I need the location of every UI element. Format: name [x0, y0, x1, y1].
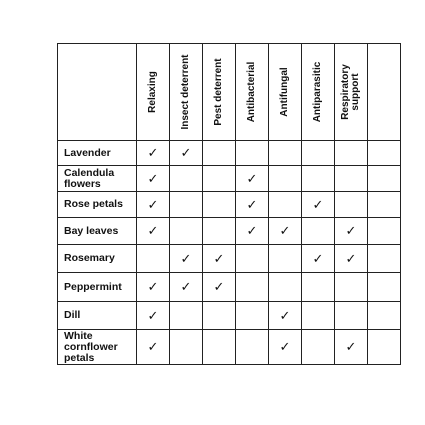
- check-mark-cell: ✓: [170, 141, 203, 166]
- empty-cell: [236, 330, 269, 365]
- herb-name: White cornflower petals: [58, 330, 137, 365]
- col-header-antiparasitic: [302, 44, 335, 141]
- table-row: [58, 302, 401, 330]
- empty-cell: [302, 218, 335, 245]
- empty-cell: [302, 141, 335, 166]
- check-mark-cell: ✓: [335, 218, 368, 245]
- check-mark-cell: ✓: [170, 245, 203, 273]
- empty-cell: [368, 273, 401, 302]
- empty-cell: [269, 141, 302, 166]
- empty-cell: [269, 273, 302, 302]
- header-row: [58, 44, 401, 141]
- empty-cell: [137, 245, 170, 273]
- empty-cell: [368, 245, 401, 273]
- empty-cell: [302, 302, 335, 330]
- check-mark-cell: ✓: [269, 330, 302, 365]
- check-mark-cell: ✓: [137, 192, 170, 218]
- empty-cell: [203, 330, 236, 365]
- empty-cell: [335, 141, 368, 166]
- check-mark-cell: ✓: [137, 302, 170, 330]
- empty-cell: [269, 166, 302, 192]
- table-row: [58, 218, 401, 245]
- empty-cell: [335, 192, 368, 218]
- table-row: [58, 192, 401, 218]
- col-header-insect-deterrent: [170, 44, 203, 141]
- herb-name: Bay leaves: [58, 218, 137, 245]
- empty-cell: [170, 192, 203, 218]
- herb-name: Rosemary: [58, 245, 137, 273]
- empty-cell: [236, 273, 269, 302]
- empty-cell: [236, 302, 269, 330]
- check-mark-cell: ✓: [236, 192, 269, 218]
- herb-properties-table: [57, 43, 401, 365]
- table-row: [58, 166, 401, 192]
- check-mark-cell: ✓: [269, 302, 302, 330]
- empty-cell: [368, 166, 401, 192]
- check-mark-cell: ✓: [137, 273, 170, 302]
- empty-cell: [368, 141, 401, 166]
- empty-cell: [302, 330, 335, 365]
- check-mark-cell: ✓: [137, 330, 170, 365]
- empty-cell: [203, 166, 236, 192]
- check-mark-cell: ✓: [170, 273, 203, 302]
- empty-cell: [236, 141, 269, 166]
- empty-cell: [368, 302, 401, 330]
- empty-cell: [269, 192, 302, 218]
- empty-cell: [170, 302, 203, 330]
- col-label: Insect deterrent: [180, 54, 191, 130]
- col-label: Respiratory support: [340, 64, 361, 120]
- empty-cell: [368, 330, 401, 365]
- empty-cell: [170, 218, 203, 245]
- check-mark-cell: ✓: [302, 192, 335, 218]
- empty-cell: [368, 192, 401, 218]
- empty-cell: [236, 245, 269, 273]
- empty-cell: [170, 330, 203, 365]
- col-header-antifungal: [269, 44, 302, 141]
- empty-cell: [203, 302, 236, 330]
- col-label: Antifungal: [279, 67, 290, 117]
- col-label: Antibacterial: [246, 61, 257, 123]
- col-label: Relaxing: [147, 71, 158, 113]
- herb-name: Rose petals: [58, 192, 137, 218]
- herb-name: Peppermint: [58, 273, 137, 302]
- col-header-antibacterial: [236, 44, 269, 141]
- herb-name: Calendula flowers: [58, 166, 137, 192]
- check-mark-cell: ✓: [302, 245, 335, 273]
- table-row: [58, 273, 401, 302]
- col-label: Pest deterrent: [213, 58, 224, 126]
- check-mark-cell: ✓: [335, 245, 368, 273]
- check-mark-cell: ✓: [335, 330, 368, 365]
- empty-cell: [368, 218, 401, 245]
- col-header-relaxing: [137, 44, 170, 141]
- col-label: Antiparasitic: [312, 61, 323, 123]
- empty-cell: [203, 192, 236, 218]
- empty-cell: [335, 273, 368, 302]
- herb-name: Dill: [58, 302, 137, 330]
- empty-cell: [269, 245, 302, 273]
- check-mark-cell: ✓: [203, 273, 236, 302]
- check-mark-cell: ✓: [137, 218, 170, 245]
- empty-cell: [302, 166, 335, 192]
- empty-cell: [335, 166, 368, 192]
- corner-cell: [58, 44, 137, 141]
- empty-cell: [335, 302, 368, 330]
- empty-cell: [302, 273, 335, 302]
- empty-cell: [203, 218, 236, 245]
- table-row: [58, 330, 401, 365]
- check-mark-cell: ✓: [137, 141, 170, 166]
- check-mark-cell: ✓: [236, 166, 269, 192]
- table-row: [58, 245, 401, 273]
- col-header-pest-deterrent: [203, 44, 236, 141]
- check-mark-cell: ✓: [269, 218, 302, 245]
- empty-cell: [170, 166, 203, 192]
- herb-name: Lavender: [58, 141, 137, 166]
- table-row: [58, 141, 401, 166]
- check-mark-cell: ✓: [236, 218, 269, 245]
- table-body: [58, 141, 401, 365]
- col-header-extra: [368, 44, 401, 141]
- check-mark-cell: ✓: [203, 245, 236, 273]
- col-header-respiratory-support: [335, 44, 368, 141]
- check-mark-cell: ✓: [137, 166, 170, 192]
- empty-cell: [203, 141, 236, 166]
